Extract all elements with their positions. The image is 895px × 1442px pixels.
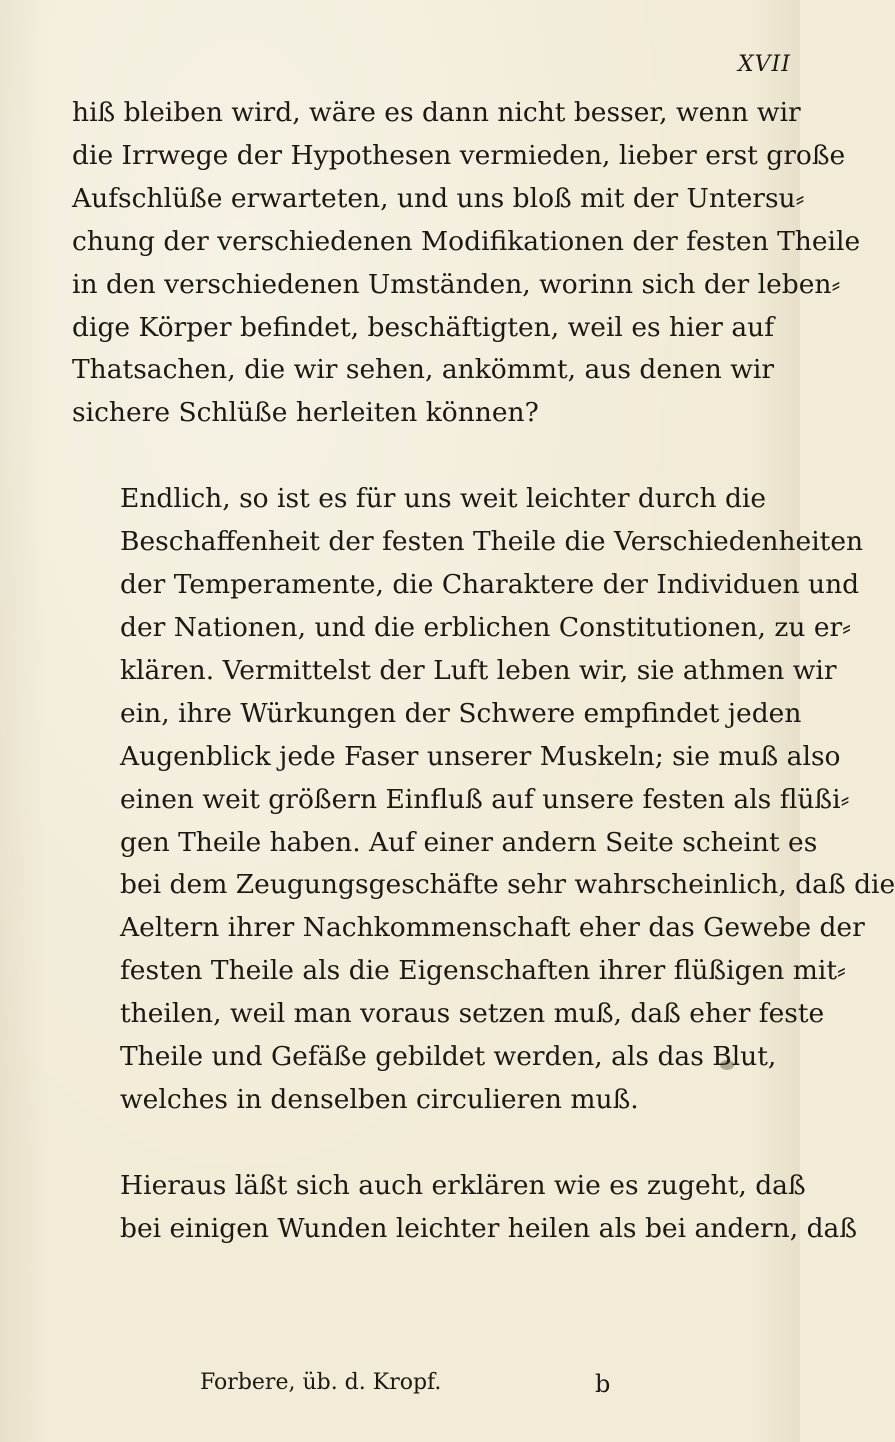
text-line: der Nationen, und die erblichen Constitutionen, zu er⸗ (120, 611, 851, 643)
text-line: hiß bleiben wird, wäre es dann nicht besser, wenn wir (72, 97, 801, 128)
text-line: Hieraus läßt sich auch erklären wie es zugeht, daß (120, 1169, 806, 1201)
ink-stain (720, 1060, 734, 1070)
text-line: Aufschlüße erwarteten, und uns bloß mit der Untersu⸗ (72, 182, 805, 214)
text-line: sichere Schlüße herleiten können? (72, 397, 539, 429)
text-line: einen weit größern Einfluß auf unsere festen als flüßi⸗ (120, 783, 850, 815)
text-line: theilen, weil man voraus setzen muß, daß eher feste (120, 998, 825, 1030)
text-line: in den verschiedenen Umständen, worinn sich der leben⸗ (72, 268, 841, 300)
text-line: Endlich, so ist es für uns weit leichter durch die (120, 483, 767, 515)
page-number: XVII (738, 52, 791, 77)
signature-line: Forbere, üb. d. Kropf. (200, 1370, 442, 1395)
text-line: chung der verschiedenen Modifikationen der festen Theile (72, 225, 861, 257)
text-line: klären. Vermittelst der Luft leben wir, sie athmen wir (120, 654, 837, 686)
text-line: gen Theile haben. Auf einer andern Seite scheint es (120, 826, 818, 858)
text-line: Aeltern ihrer Nachkommenschaft eher das Gewebe der (120, 912, 865, 944)
text-line: festen Theile als die Eigenschaften ihrer flüßigen mit⸗ (120, 955, 846, 987)
signature-mark: b (595, 1370, 611, 1398)
paragraph-3 (72, 1165, 858, 1251)
text-line: Theile und Gefäße gebildet werden, als das Blut, (120, 1041, 777, 1073)
text-line: ein, ihre Würkungen der Schwere empfindet jeden (120, 697, 802, 729)
text-line: die Irrwege der Hypothesen vermieden, lieber erst große (72, 139, 846, 171)
text-line: der Temperamente, die Charaktere der Individuen und (120, 569, 860, 601)
page-footer (200, 1370, 760, 1410)
text-line: Beschaffenheit der festen Theile die Verschiedenheiten (120, 526, 864, 558)
paragraph-1 (72, 92, 861, 435)
text-line: welches in denselben circulieren muß. (120, 1083, 639, 1115)
text-line: bei einigen Wunden leichter heilen als bei andern, daß (120, 1212, 858, 1244)
paragraph-2 (72, 478, 895, 1122)
text-line: dige Körper befindet, beschäftigten, weil es hier auf (72, 311, 775, 343)
text-line: Thatsachen, die wir sehen, ankömmt, aus denen wir (72, 354, 775, 386)
body-text (72, 92, 895, 1251)
text-line: Augenblick jede Faser unserer Muskeln; sie muß also (120, 740, 841, 772)
text-line: bei dem Zeugungsgeschäfte sehr wahrscheinlich, daß die (120, 869, 895, 901)
